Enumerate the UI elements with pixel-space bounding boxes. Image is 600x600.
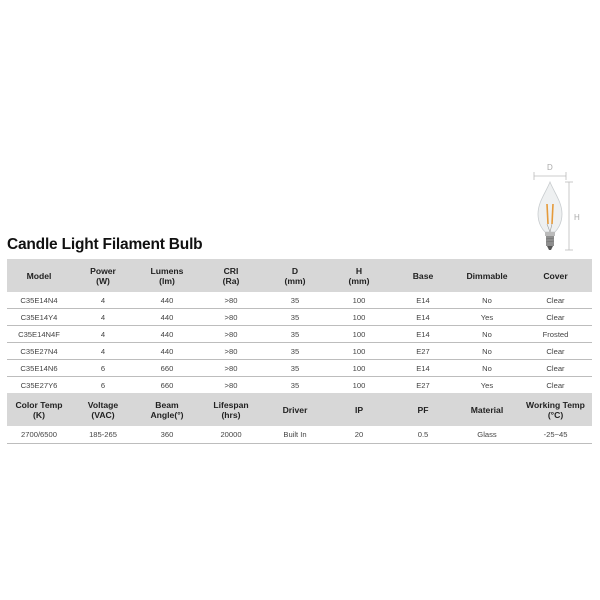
cell-cri: >80: [199, 343, 263, 360]
cell-lumens: 440: [135, 309, 199, 326]
cell-power: 4: [71, 292, 135, 309]
header-diameter: [263, 259, 327, 292]
header-line2: (K): [33, 409, 45, 420]
table-row: [7, 377, 592, 394]
cell-voltage: 185-265: [71, 426, 135, 444]
header-power: [71, 259, 135, 292]
cell-color-temp: 2700/6500: [7, 426, 71, 444]
cell-power: 6: [100, 380, 106, 390]
cell-lumens: 440: [135, 292, 199, 309]
cell-lumens: 660: [135, 360, 199, 377]
header-line1: Lumens: [150, 265, 184, 276]
header-line1: Beam: [155, 399, 179, 410]
cell-height: 100: [327, 292, 391, 309]
table1-header-row: [7, 259, 592, 292]
cell-ip: 20: [327, 426, 391, 444]
cell-height: 100: [327, 309, 391, 326]
cell-pf: 0.5: [391, 426, 455, 444]
cell-base: E27: [416, 380, 430, 390]
header-lifespan: [199, 393, 263, 426]
cell-model: C35E14N4F: [7, 326, 71, 343]
cell-height: 100: [327, 326, 391, 343]
cell-model: C35E14N4: [7, 292, 71, 309]
header-line2: (Ra): [222, 275, 240, 286]
d-dimension-label: D: [547, 163, 553, 172]
cell-diameter: 35: [263, 309, 327, 326]
table2-header-row: [7, 393, 592, 426]
header-line2: Angle(°): [150, 409, 184, 420]
header-color-temp: [7, 393, 71, 426]
header-line1: D: [291, 265, 299, 276]
cell-cover: Clear: [519, 292, 592, 309]
h-dimension-label: H: [574, 213, 580, 222]
header-pf: [391, 393, 455, 426]
bulb-collar: [545, 232, 555, 236]
header-voltage: [71, 393, 135, 426]
header-lumens: [135, 259, 199, 292]
cell-dimmable: No: [455, 343, 519, 360]
cell-base: E14: [391, 309, 455, 326]
header-line1: Lifespan: [213, 399, 249, 410]
cell-cri: >80: [199, 292, 263, 309]
header-line2: (VAC): [91, 409, 115, 420]
cell-height: 100: [327, 360, 391, 377]
header-model: [7, 259, 71, 292]
cell-diameter: 35: [263, 343, 327, 360]
header-line1: Dimmable: [466, 270, 508, 281]
cell-cri: >80: [224, 380, 238, 390]
table-row: [7, 292, 592, 309]
cell-diameter: 35: [263, 326, 327, 343]
cell-lifespan: 20000: [199, 426, 263, 444]
header-line1: Cover: [543, 270, 568, 281]
header-base: [391, 259, 455, 292]
cell-cri: >80: [199, 360, 263, 377]
cell-model: C35E27Y6: [20, 380, 58, 390]
cell-beam-angle: 360: [135, 426, 199, 444]
table-row: [7, 309, 592, 326]
header-dimmable: [455, 259, 519, 292]
table-row: [7, 426, 592, 444]
cell-dimmable: No: [455, 292, 519, 309]
cell-cover: Frosted: [519, 326, 592, 343]
cell-dimmable: No: [455, 326, 519, 343]
cell-power: 6: [71, 360, 135, 377]
cell-lumens: 440: [135, 343, 199, 360]
cell-diameter: 35: [263, 360, 327, 377]
cell-power: 4: [71, 326, 135, 343]
cell-cover: Clear: [519, 309, 592, 326]
table-row: [7, 326, 592, 343]
cell-height: 100: [352, 380, 366, 390]
header-line2: (mm): [348, 275, 370, 286]
cell-working-temp: -25~45: [519, 426, 592, 444]
cell-lumens: 440: [135, 326, 199, 343]
header-line2: (hrs): [221, 409, 241, 420]
header-line1: Power: [90, 265, 116, 276]
header-line1: Voltage: [87, 399, 119, 410]
header-line1: CRI: [223, 265, 239, 276]
cell-power: 4: [71, 309, 135, 326]
header-line2: (mm): [284, 275, 306, 286]
header-height: [327, 259, 391, 292]
bulb-contact-tip: [547, 246, 553, 250]
header-cover: [519, 259, 592, 292]
cell-material: Glass: [455, 426, 519, 444]
cell-lumens: 660: [160, 380, 174, 390]
header-line1: PF: [417, 404, 429, 415]
header-driver: [263, 393, 327, 426]
header-line1: Driver: [282, 404, 308, 415]
header-line1: Color Temp: [15, 399, 63, 410]
filament-left: [547, 204, 548, 224]
header-working-temp: [519, 393, 592, 426]
cell-height: 100: [327, 343, 391, 360]
product-title: Candle Light Filament Bulb: [7, 236, 203, 253]
header-ip: [327, 393, 391, 426]
cell-cover: Clear: [546, 380, 565, 390]
header-line1: Base: [412, 270, 434, 281]
cell-base: E14: [391, 292, 455, 309]
header-line1: IP: [354, 404, 364, 415]
cell-model: C35E14N6: [7, 360, 71, 377]
cell-cri: >80: [199, 309, 263, 326]
spec-table: [7, 259, 592, 444]
cell-dimmable: No: [455, 360, 519, 377]
header-line2: (W): [96, 275, 110, 286]
cell-power: 4: [71, 343, 135, 360]
cell-dimmable: Yes: [455, 309, 519, 326]
cell-dimmable: Yes: [480, 380, 494, 390]
header-line1: Working Temp: [526, 399, 585, 410]
table-row: [7, 360, 592, 377]
header-line2: (°C): [547, 409, 564, 420]
cell-diameter: 35: [290, 380, 300, 390]
header-line1: H: [355, 265, 363, 276]
glass-candle-bulb: [538, 182, 562, 232]
cell-base: E14: [391, 326, 455, 343]
header-material: [455, 393, 519, 426]
cell-base: E27: [391, 343, 455, 360]
header-cri: [199, 259, 263, 292]
header-line2: (lm): [159, 275, 175, 286]
cell-cover: Clear: [519, 360, 592, 377]
header-line1: Model: [26, 270, 52, 281]
cell-diameter: 35: [263, 292, 327, 309]
cell-cover: Clear: [519, 343, 592, 360]
cell-model: C35E27N4: [7, 343, 71, 360]
header-line1: Material: [470, 404, 504, 415]
cell-base: E14: [391, 360, 455, 377]
cell-model: C35E14Y4: [7, 309, 71, 326]
header-beam-angle: [135, 393, 199, 426]
cell-cri: >80: [199, 326, 263, 343]
filament-right: [552, 204, 553, 224]
cell-driver: Built In: [263, 426, 327, 444]
table-row: [7, 343, 592, 360]
bulb-dimension-diagram: [525, 158, 587, 254]
